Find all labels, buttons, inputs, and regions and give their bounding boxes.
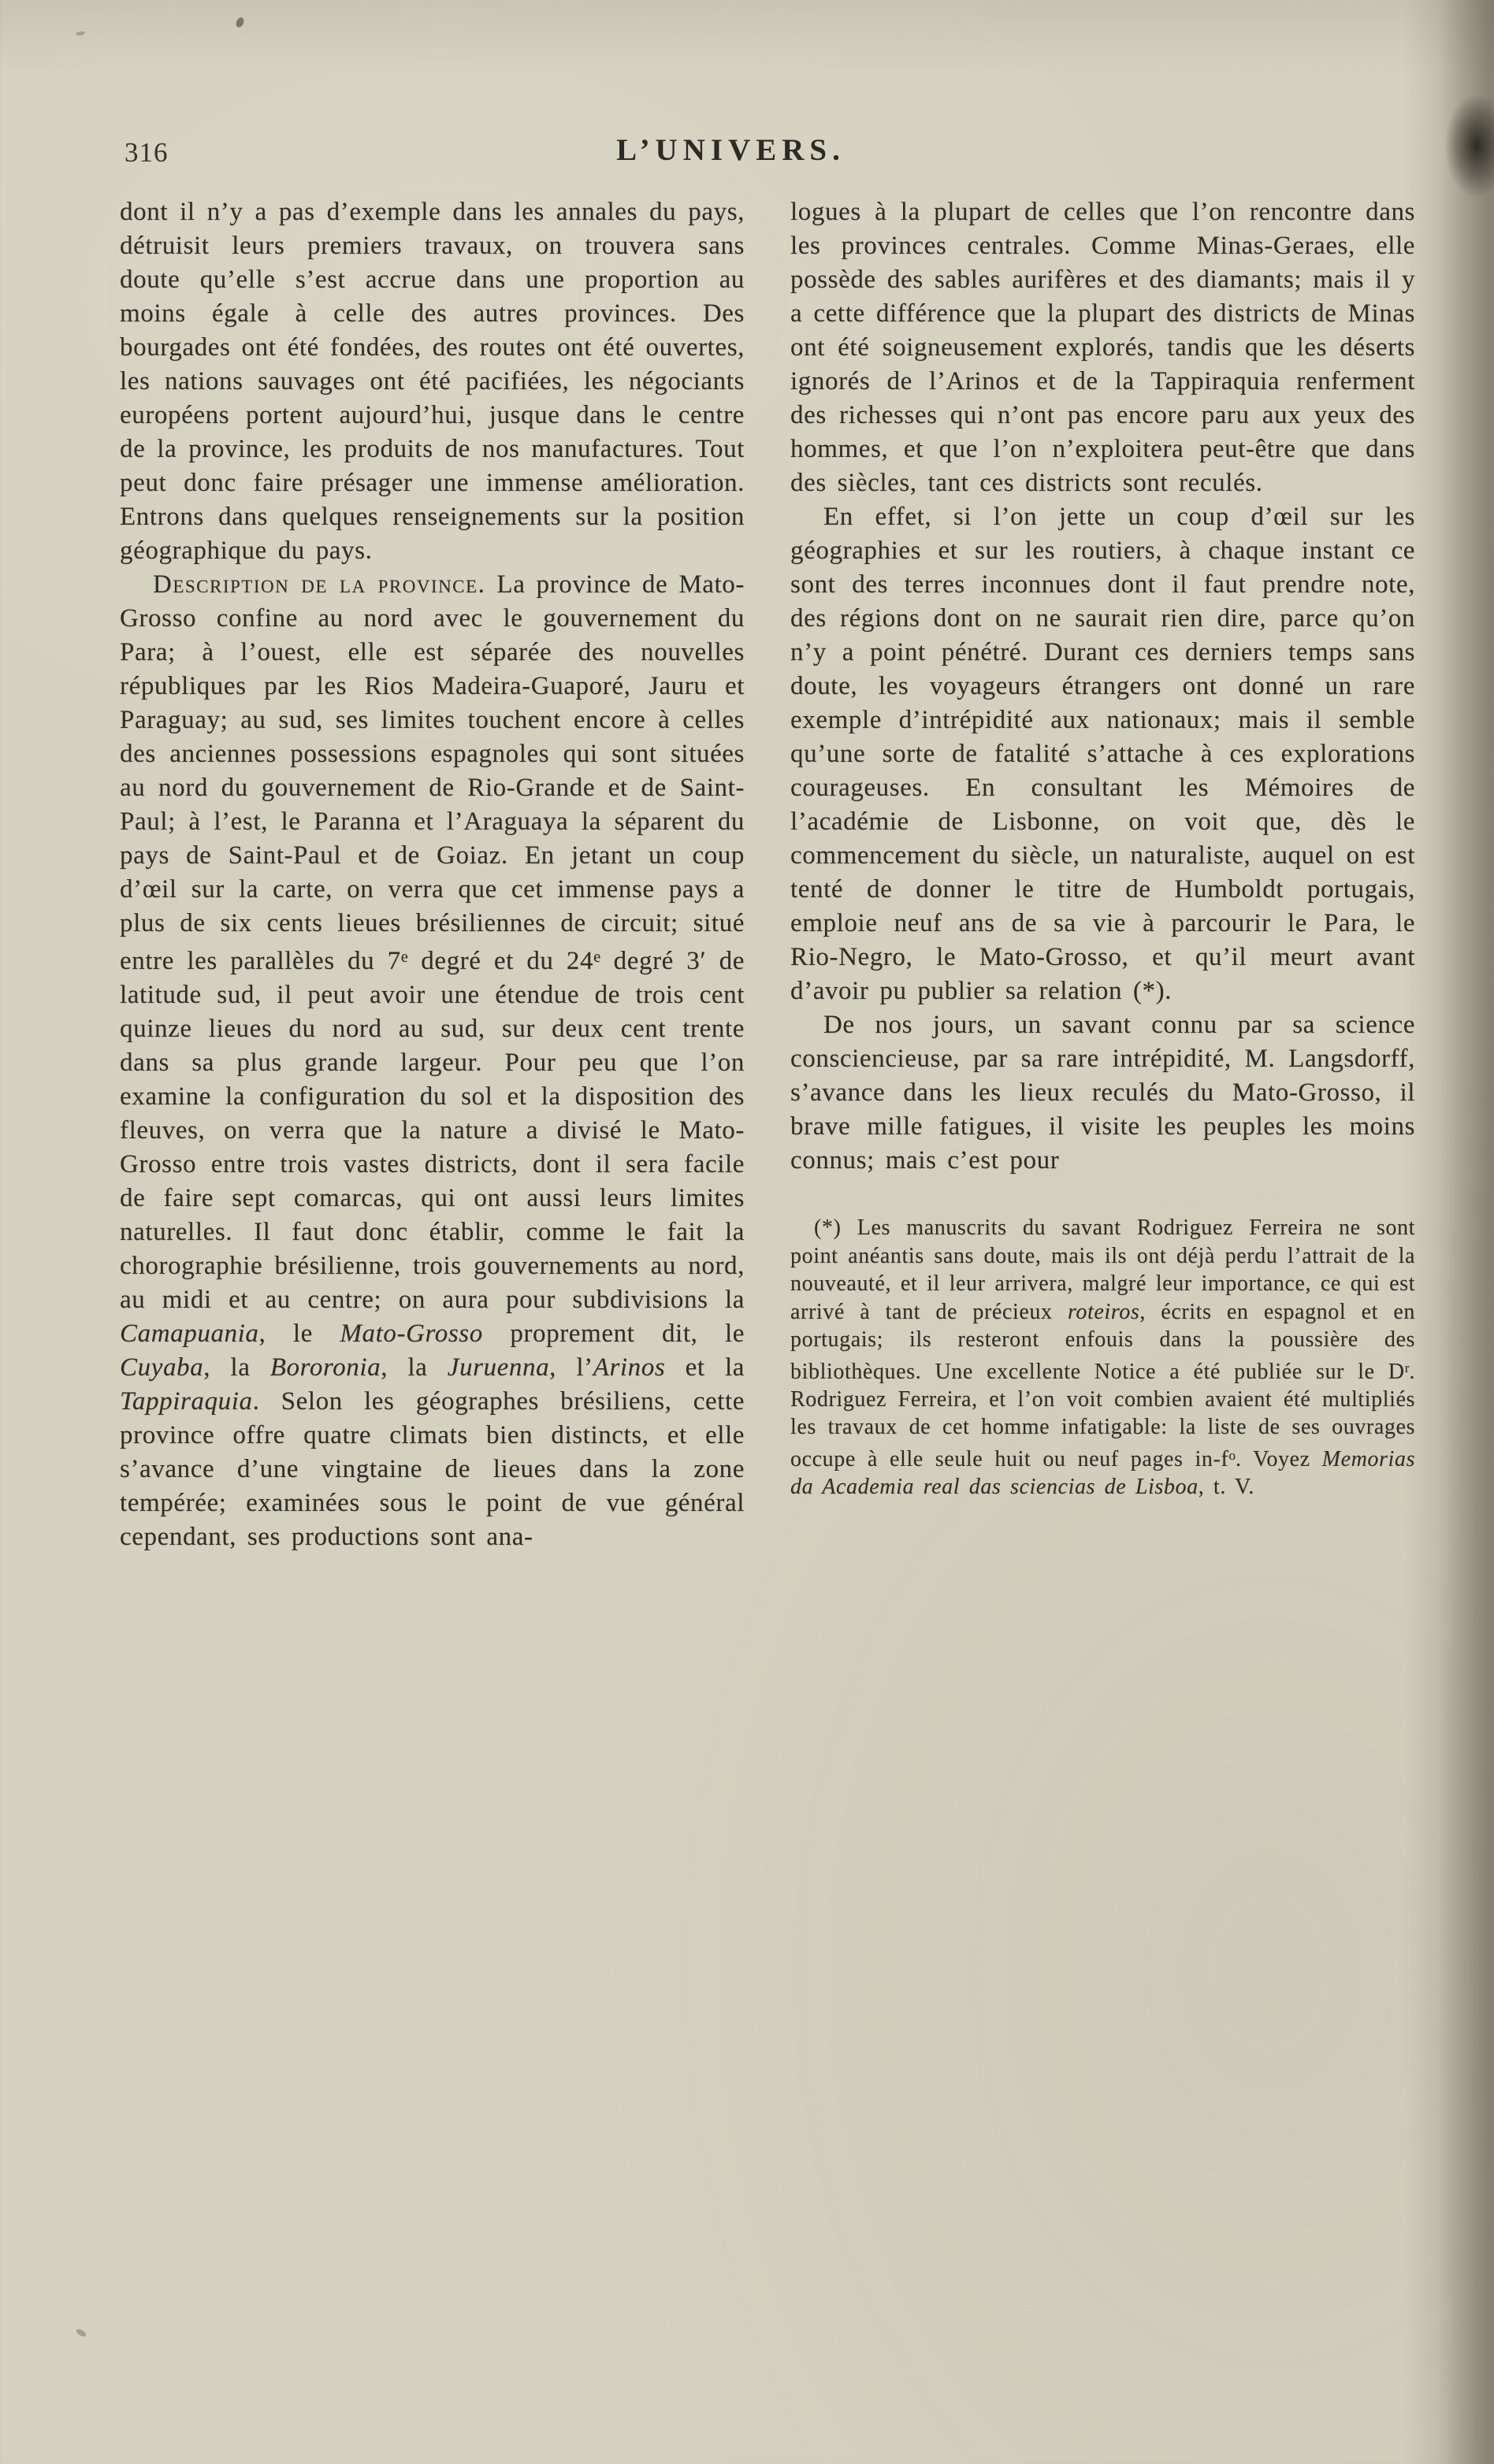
footnote-paragraph: (*) Les manuscrits du savant Rodriguez Ferreira ne sont point anéantis sans doute, mais ils ont déjà perdu l’attrait de la nouveauté, et il leur arrivera, malgré leur importance, ce qui est arrivé à tant de précieux roteiros, écrits en espagnol et en portugais; ils resteront enfouis dans la poussière des bibliothèques. Une excellente Notice a été publiée sur le $D^r$. Rodriguez Ferreira, et l’on voit combien avaient été multipliés les travaux de cet homme infatigable: la liste de ses ouvrages occupe à elle seule huit ou neuf pages $in-f^o$. Voyez Memorias da Academia real das sciencias de Lisboa, t. V. xyxy=(790,1215,1415,1500)
ink-speck xyxy=(76,31,86,36)
left-column xyxy=(120,195,745,1554)
page-number: 316 xyxy=(124,137,169,168)
running-title: L’UNIVERS. xyxy=(616,133,845,167)
ink-speck xyxy=(235,17,246,29)
paragraph: dont il n’y a pas d’exemple dans les annales du pays, détruisit leurs premiers travaux, on trouvera sans doute qu’elle s’est accrue dans une proportion au moins égale à celle des autres provinces. Des bourgades ont été fondées, des routes ont été ouvertes, les nations sauvages ont été pacifiées, les négociants européens portent aujourd’hui, jusque dans le centre de la province, les produits de nos manufactures. Tout peut donc faire présager une immense amélioration. Entrons dans quelques renseignements sur la position géographique du pays. xyxy=(120,198,745,565)
right-column xyxy=(790,195,1415,1554)
paragraph: De nos jours, un savant connu par sa science consciencieuse, par sa rare intrépidité, M. Langsdorff, s’avance dans les lieux reculés du Mato-Grosso, il brave mille fatigues, il visite les peuples les moins connus; mais c’est pour xyxy=(790,1011,1415,1174)
paragraph: logues à la plupart de celles que l’on rencontre dans les provinces centrales. Comme Minas-Geraes, elle possède des sables aurifères et des diamants; mais il y a cette différence que la plupart des districts de Minas ont été soigneusement explorés, tandis que les déserts ignorés de l’Arinos et de la Tappiraquia renferment des richesses qui n’ont pas encore paru aux yeux des hommes, et que l’on n’exploitera peut-être que dans des siècles, tant ces districts sont reculés. xyxy=(790,198,1415,497)
scan-shadow xyxy=(1439,0,1494,2464)
text-columns xyxy=(120,195,1416,1554)
page-header xyxy=(118,132,1414,172)
ink-smudge xyxy=(1445,95,1494,197)
footnote xyxy=(790,1214,1415,1501)
paragraph: En effet, si l’on jette un coup d’œil sur les géographies et sur les routiers, à chaque instant ce sont des terres inconnues dont il faut prendre note, des régions dont on ne saurait rien dire, parce qu’on n’y a point pénétré. Durant ces derniers temps sans doute, les voyageurs étrangers ont donné un rare exemple d’intrépidité aux nationaux; mais il semble qu’une sorte de fatalité s’attache à ces explorations courageuses. En consultant les Mémoires de l’académie de Lisbonne, on voit que, dès le commencement du siècle, un naturaliste, auquel on est tenté de donner le titre de Humboldt portugais, emploie neuf ans de sa vie à parcourir le Para, le Rio-Negro, le Mato-Grosso, et qu’il meurt avant d’avoir pu publier sa relation (*). xyxy=(790,503,1415,1005)
paragraph: Description de la province. La province de Mato-Grosso confine au nord avec le gouvernement du Para; à l’ouest, elle est séparée des nouvelles républiques par les Rios Madeira-Guaporé, Jauru et Paraguay; au sud, ses limites touchent encore à celles des anciennes possessions espagnoles qui sont situées au nord du gouvernement de Rio-Grande et de Saint-Paul; à l’est, le Paranna et l’Araguaya la séparent du pays de Saint-Paul et de Goiaz. En jetant un coup d’œil sur la carte, on verra que cet immense pays a plus de six cents lieues brésiliennes de circuit; situé entre les parallèles du 7e degré et du 24e degré 3′ de latitude sud, il peut avoir une étendue de trois cent quinze lieues du nord au sud, sur deux cent trente dans sa plus grande largeur. Pour peu que l’on examine la configuration du sol et la disposition des fleuves, on verra que la nature a divisé le Mato-Grosso entre trois vastes districts, dont il sera facile de faire sept comarcas, qui ont aussi leurs limites naturelles. Il faut donc établir, comme le fait la chorographie brésilienne, trois gouvernements au nord, au midi et au centre; on aura pour subdivisions la Camapuania, le Mato-Grosso proprement dit, le Cuyaba, la Bororonia, la Juruenna, l’Arinos et la Tappiraquia. Selon les géographes brésiliens, cette province offre quatre climats bien distincts, et elle s’avance d’une vingtaine de lieues dans la zone tempérée; examinées sous le point de vue général cependant, ses productions sont ana- xyxy=(120,570,745,1552)
ink-speck xyxy=(75,2328,87,2338)
